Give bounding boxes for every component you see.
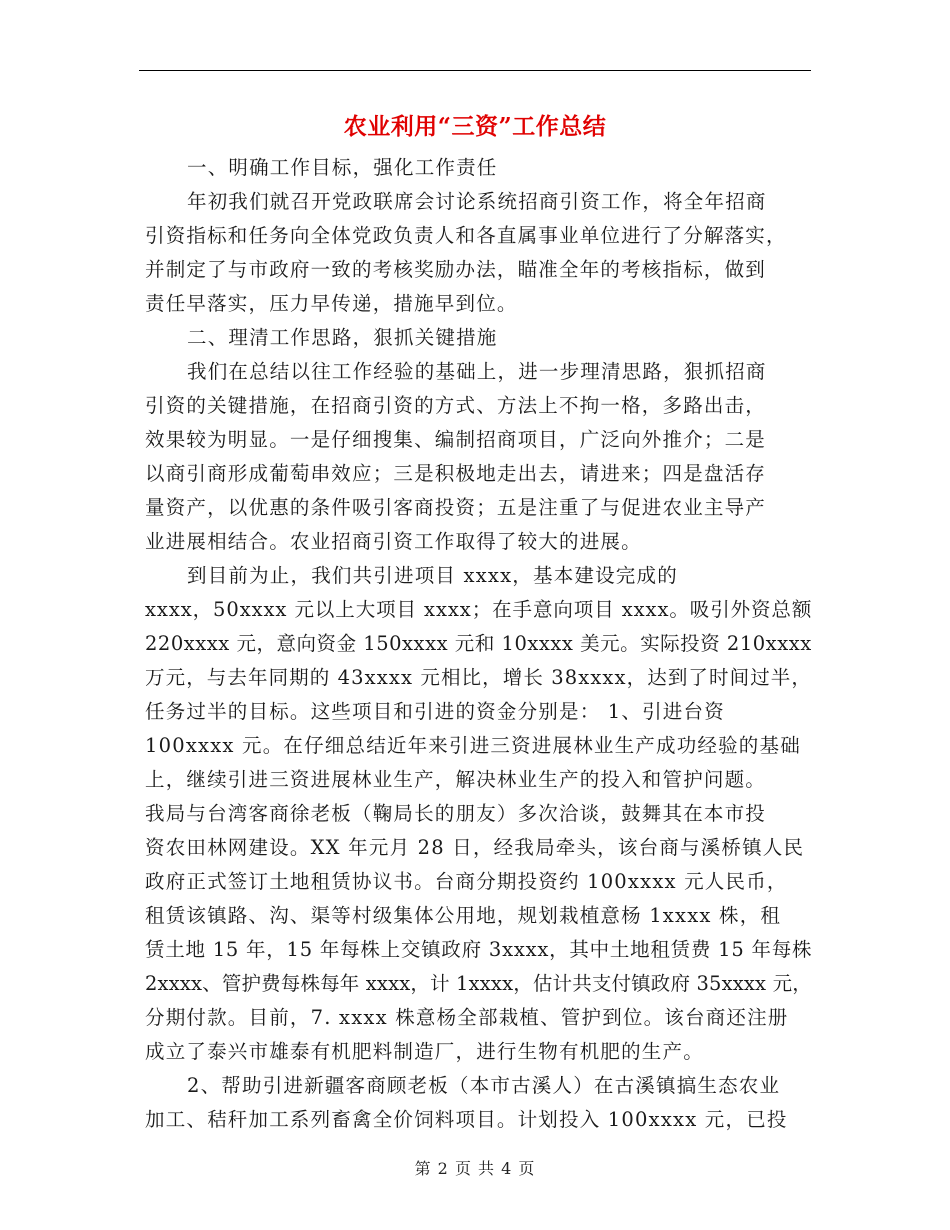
body-line: 效果较为明显。一是仔细搜集、编制招商项目，广泛向外推介；二是 (145, 428, 767, 451)
body-line: 到目前为止，我们共引进项目 xxxx，基本建设完成的 (187, 564, 678, 587)
body-line: 上，继续引进三资进展林业生产，解决林业生产的投入和管护问题。 (145, 768, 767, 791)
body-line: 责任早落实，压力早传递，措施早到位。 (145, 292, 518, 315)
body-line: 2、帮助引进新疆客商顾老板（本市古溪人）在古溪镇搞生态农业 (187, 1074, 781, 1097)
body-line: 2xxxx、管护费每株每年 xxxx，计 1xxxx，估计共支付镇政府 35xxxx 元， (145, 972, 812, 995)
body-line: 引资的关键措施，在招商引资的方式、方法上不拘一格，多路出击， (145, 394, 767, 417)
body-line: 政府正式签订土地租赁协议书。台商分期投资约 100xxxx 元人民币， (145, 870, 788, 893)
body-line: 量资产，以优惠的条件吸引客商投资；五是注重了与促进农业主导产 (145, 496, 767, 519)
body-line: 年初我们就召开党政联席会讨论系统招商引资工作，将全年招商 (187, 190, 767, 213)
page-number: 第 2 页 共 4 页 (414, 1159, 536, 1178)
body-line: 任务过半的目标。这些项目和引进的资金分别是： 1、引进台资 (145, 700, 725, 723)
header-rule (139, 70, 811, 71)
body-line: xxxx，50xxxx 元以上大项目 xxxx；在手意向项目 xxxx。吸引外资总额 (145, 598, 813, 621)
body-line: 万元，与去年同期的 43xxxx 元相比，增长 38xxxx，达到了时间过半， (145, 666, 812, 689)
document-title: 农业利用“三资”工作总结 (343, 113, 607, 140)
body-line: 以商引商形成葡萄串效应；三是积极地走出去，请进来；四是盘活存 (145, 462, 767, 485)
body-line: 220xxxx 元，意向资金 150xxxx 元和 10xxxx 美元。实际投资 210xxxx (145, 632, 812, 655)
body-line: 成立了泰兴市雄泰有机肥料制造厂，进行生物有机肥的生产。 (145, 1040, 704, 1063)
body-line: 我们在总结以往工作经验的基础上，进一步理清思路，狠抓招商 (187, 360, 767, 383)
body-line: 100xxxx 元。在仔细总结近年来引进三资进展林业生产成功经验的基础 (145, 734, 801, 757)
body-line: 引资指标和任务向全体党政负责人和各直属事业单位进行了分解落实， (145, 224, 787, 247)
body-line: 租赁该镇路、沟、渠等村级集体公用地，规划栽植意杨 1xxxx 株，租 (145, 904, 782, 927)
body-line: 资农田林网建设。XX 年元月 28 日，经我局牵头，该台商与溪桥镇人民 (145, 836, 805, 859)
body-line: 加工、秸秆加工系列畜禽全价饲料项目。计划投入 100xxxx 元，已投 (145, 1108, 788, 1131)
body-line: 一、明确工作目标，强化工作责任 (187, 156, 498, 179)
body-line: 分期付款。目前，7. xxxx 株意杨全部栽植、管护到位。该台商还注册 (145, 1006, 789, 1029)
body-line: 赁土地 15 年，15 年每株上交镇政府 3xxxx，其中土地租赁费 15 年每株 (145, 938, 813, 961)
body-line: 二、理清工作思路，狠抓关键措施 (187, 326, 498, 349)
body-line: 并制定了与市政府一致的考核奖励办法，瞄准全年的考核指标，做到 (145, 258, 767, 281)
body-line: 我局与台湾客商徐老板（鞠局长的朋友）多次洽谈，鼓舞其在本市投 (145, 802, 767, 825)
body-line: 业进展相结合。农业招商引资工作取得了较大的进展。 (145, 530, 642, 553)
